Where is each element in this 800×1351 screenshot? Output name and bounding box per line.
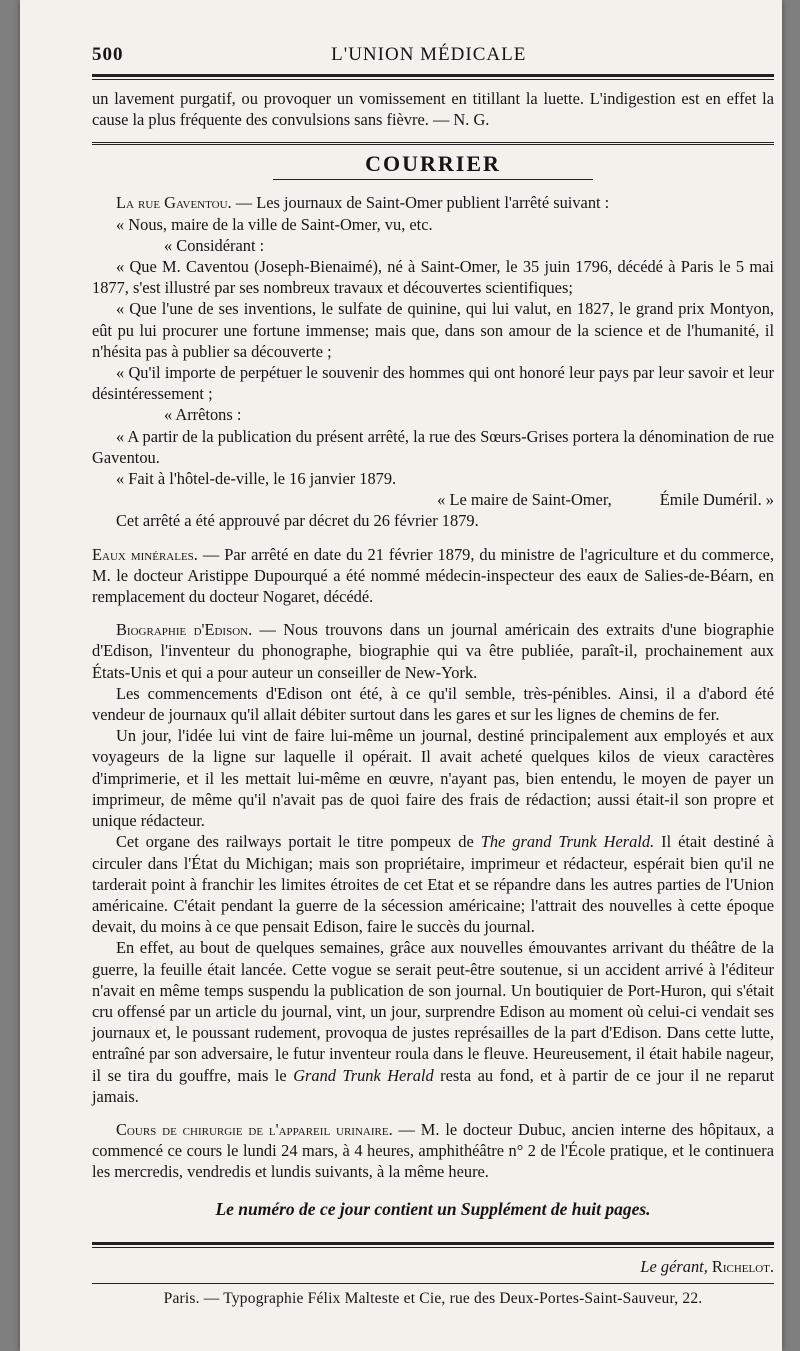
running-header <box>92 44 774 72</box>
gerant-label: Le gérant, <box>640 1256 708 1276</box>
intro-text: un lavement purgatif, ou provoquer un vomissement en titillant la luette. L'indigestion est en effet la cause la plus fréquente des convulsions sans fièvre. <box>92 89 774 130</box>
gerant-name: Richelot. <box>711 1256 774 1276</box>
cours-paragraph <box>92 1119 774 1183</box>
edison-p1 <box>92 619 774 683</box>
footer-rule <box>92 1242 774 1248</box>
edison-p4-a: Cet organe des railways portait le titre pompeux de <box>116 832 481 852</box>
edison-p3: Un jour, l'idée lui vint de faire lui-même un journal, destiné principalement aux employés et aux voyageurs de la ligne sur laquelle il opérait. Il avait acheté quelques kilos de vieux caractères d'imprimerie, et il les mettait lui-même en œuvre, n'ayant pas, bien entendu, le moyen de payer un imprimeur, de même qu'il n'avait pas de quoi faire des frais de rédaction; aussi était-il son propre et unique rédacteur. <box>92 726 774 831</box>
decree-sign-left: « Le maire de Saint-Omer, <box>437 490 612 510</box>
edison-p5-a: En effet, au bout de quelques semaines, grâce aux nouvelles émouvantes arrivant du théâtre de la guerre, la feuille était lancée. Cette vogue se serait peut-être soutenue, si un accident arrivé à l'éditeur n'avait en même temps suspendu la publication de son journal. Un boutiquier de Port-Huron, qui s'était cru offensé par un article du journal, vint, un jour, surprendre Edison au moment où celui-ci vendait ses journaux et, le poussant rudement, provoqua de justes représailles de la part d'Edison. Dans cette lutte, entraîné par son adversaire, le futur inventeur roula dans le fleuve. Heureusement, il était habile nageur, il se tira du gouffre, mais le <box>92 938 774 1085</box>
decree-p5: « Fait à l'hôtel-de-ville, le 16 janvier 1879. <box>116 469 397 489</box>
decree-sign-right: Émile Duméril. » <box>659 490 774 510</box>
decree-p1: « Que M. Caventou (Joseph-Bienaimé), né à Saint-Omer, le 35 juin 1796, décédé à Paris le 5 mai 1877, s'est illustré par ses nombreux travaux et découvertes scientifiques; <box>92 257 774 298</box>
eaux-text: — Par arrêté en date du 21 février 1879, du ministre de l'agriculture et du commerce, M. le docteur Aristippe Dupourqué a été nommé médecin-inspecteur des eaux de Salies-de-Béarn, en remplacement du docteur Nogaret, décédé. <box>92 544 774 607</box>
rue-gaventou-lead <box>92 192 774 213</box>
edison-p2: Les commencements d'Edison ont été, à ce qu'il semble, très-pénibles. Ainsi, il a d'abord été vendeur de journaux qu'il allait débiter surtout dans les gares et sur les lignes de chemins de fer. <box>92 683 774 725</box>
gerant-line <box>92 1256 774 1277</box>
decree-nous: « Nous, maire de la ville de Saint-Omer, vu, etc. <box>116 214 433 234</box>
printer-rule <box>92 1283 774 1284</box>
edison-p5-title: Grand Trunk Herald <box>293 1065 434 1085</box>
eaux-heading: Eaux minérales. <box>92 544 198 564</box>
decree-signature <box>92 489 774 510</box>
decree-approved: Cet arrêté a été approuvé par décret du 26 février 1879. <box>116 511 479 531</box>
edison-heading: Biographie d'Edison. <box>116 620 253 640</box>
decree-p4: « A partir de la publication du présent arrêté, la rue des Sœurs-Grises portera la dénomination de rue Gaventou. <box>92 426 774 467</box>
header-rule <box>92 74 774 80</box>
edison-p5 <box>92 937 774 1107</box>
edison-p5-b: resta au fond, et à partir de ce jour il ne reparut jamais. <box>92 1065 775 1106</box>
eaux-paragraph <box>92 544 774 608</box>
edison-p4-b: Il était destiné à circuler dans l'État du Michigan; mais son propriétaire, imprimeur et rédacteur, espérait bien qu'il ne tarderait point à franchir les limites étroites de cet Etat et se répandre dans les autres parties de l'Union américaine. C'était pendant la guerre de la sécession américaine; l'attrait des nouvelles à cette époque devait, du moins à ce que pensait Edison, faire le succès du journal. <box>92 832 774 937</box>
page <box>20 0 782 1351</box>
decree-considerant: « Considérant : <box>164 235 265 255</box>
edison-p4-title: The grand Trunk Herald. <box>480 832 655 852</box>
decree-arretons: « Arrêtons : <box>164 405 242 425</box>
edison-p4 <box>92 831 774 937</box>
page-content <box>92 44 774 1308</box>
intro-signature: — N. G. <box>432 110 490 130</box>
section-rule <box>92 142 774 145</box>
edison-p1-text: — Nous trouvons dans un journal américain des extraits d'une biographie d'Edison, l'inventeur du phonographe, biographie qui va être publiée, paraît-il, prochainement aux États-Unis et qui a pour auteur un conseiller de New-York. <box>92 620 774 682</box>
decree-p2: « Que l'une de ses inventions, le sulfate de quinine, qui lui valut, en 1827, le grand prix Montyon, eût pu lui procurer une fortune immense; mais que, dans son amour de la science et de l'humanité, il n'hésita pas à publier sa découverte ; <box>92 299 774 361</box>
cours-text: — M. le docteur Dubuc, ancien interne des hôpitaux, a commencé ce cours le lundi 24 mars, à 4 heures, amphithéâtre n° 2 de l'École pratique, et le continuera les mercredis, vendredis et lundis suivants, à la même heure. <box>92 1119 774 1182</box>
rue-gaventou-heading: La rue Gaventou. <box>116 193 232 213</box>
printer-line: Paris. — Typographie Félix Malteste et Cie, rue des Deux-Portes-Saint-Sauveur, 22. <box>163 1289 703 1307</box>
title-underline <box>273 179 593 180</box>
page-number: 500 <box>92 44 124 65</box>
decree-p3: « Qu'il importe de perpétuer le souvenir des hommes qui ont honoré leur pays par leur savoir et leur désintéressement ; <box>92 363 774 404</box>
supplement-notice: Le numéro de ce jour contient un Supplément de huit pages. <box>215 1198 651 1219</box>
cours-heading: Cours de chirurgie de l'appareil urinaire. <box>116 1119 393 1139</box>
journal-title: L'UNION MÉDICALE <box>331 44 527 65</box>
section-title: COURRIER <box>365 151 501 177</box>
rue-gaventou-lead-text: — Les journaux de Saint-Omer publient l'arrêté suivant : <box>235 193 610 213</box>
intro-paragraph <box>92 88 774 130</box>
